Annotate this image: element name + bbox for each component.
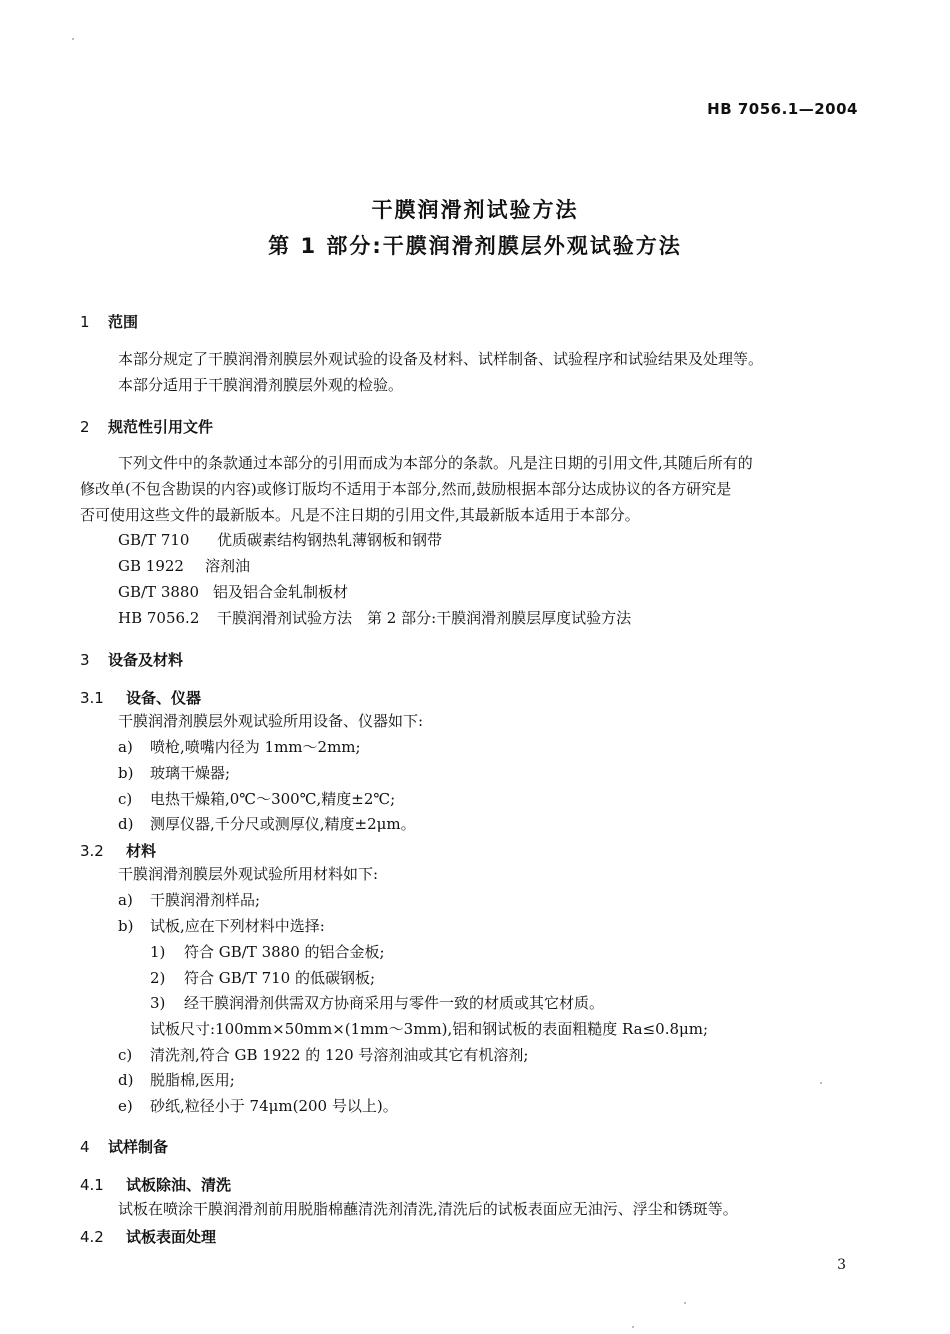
document-title: 干膜润滑剂试验方法 [371,198,579,222]
list-item: b) 玻璃干燥器; [118,764,231,782]
section-3-heading: 3 设备及材料 [80,651,184,669]
page-number: 3 [837,1257,846,1273]
specimen-size: 试板尺寸:100mm×50mm×(1mm～3mm),铝和钢试板的表面粗糙度 Ra≤0.8μm; [150,1020,709,1038]
section-3-1-intro: 干膜润滑剂膜层外观试验所用设备、仪器如下: [118,712,424,730]
list-item: c) 电热干燥箱,0℃～300℃,精度±2℃; [118,790,396,808]
section-4-heading: 4 试样制备 [80,1138,169,1156]
sub-list-item: 2) 符合 GB/T 710 的低碳钢板; [150,969,376,987]
list-item: e) 砂纸,粒径小于 74μm(200 号以上)。 [118,1097,398,1115]
reference-code: GB/T 710 [118,531,190,549]
section-3-2-heading: 3.2 材料 [80,842,157,860]
list-item: d) 脱脂棉,医用; [118,1071,235,1089]
reference-item [118,583,348,602]
section-2-para-line-2: 修改单(不包含勘误的内容)或修订版均不适用于本部分,然而,鼓励根据本部分达成协议的各方研究是 [80,480,732,498]
section-1-para-1: 本部分规定了干膜润滑剂膜层外观试验的设备及材料、试样制备、试验程序和试验结果及处理等。 [118,350,764,368]
list-item: b) 试板,应在下列材料中选择: [118,917,325,935]
section-3-1-heading: 3.1 设备、仪器 [80,689,202,707]
section-3-2-intro: 干膜润滑剂膜层外观试验所用材料如下: [118,865,379,883]
reference-title: 优质碳素结构钢热轧薄钢板和钢带 [217,531,443,549]
list-item: c) 清洗剂,符合 GB 1922 的 120 号溶剂油或其它有机溶剂; [118,1046,529,1064]
reference-code: GB/T 3880 [118,583,200,601]
section-2-para-line-3: 否可使用这些文件的最新版本。凡是不注日期的引用文件,其最新版本适用于本部分。 [80,506,640,524]
sub-list-item: 3) 经干膜润滑剂供需双方协商采用与零件一致的材质或其它材质。 [150,994,605,1012]
reference-code: HB 7056.2 [118,609,200,627]
standard-number: HB 7056.1—2004 [707,100,858,118]
scan-speck [632,1326,634,1328]
reference-title: 溶剂油 [205,557,251,575]
list-item: a) 干膜润滑剂样品; [118,891,261,909]
scan-speck [820,1082,822,1084]
reference-title: 铝及铝合金轧制板材 [213,583,349,601]
document-subtitle: 第 1 部分:干膜润滑剂膜层外观试验方法 [268,234,682,258]
reference-item [118,557,250,576]
list-item: d) 测厚仪器,千分尺或测厚仪,精度±2μm。 [118,815,416,833]
scan-speck [72,38,74,40]
section-2-para-line-1: 下列文件中的条款通过本部分的引用而成为本部分的条款。凡是注日期的引用文件,其随后所有的 [118,454,753,472]
reference-item [118,531,442,550]
reference-code: GB 1922 [118,557,184,575]
section-1-para-2: 本部分适用于干膜润滑剂膜层外观的检验。 [118,376,404,394]
sub-list-item: 1) 符合 GB/T 3880 的铝合金板; [150,943,385,961]
section-2-heading: 2 规范性引用文件 [80,418,214,436]
list-item: a) 喷枪,喷嘴内径为 1mm～2mm; [118,738,361,756]
reference-item [118,609,631,628]
section-4-1-heading: 4.1 试板除油、清洗 [80,1176,232,1194]
scan-speck [684,1302,686,1304]
section-1-heading: 1 范围 [80,313,139,331]
section-4-1-text: 试板在喷涂干膜润滑剂前用脱脂棉蘸清洗剂清洗,清洗后的试板表面应无油污、浮尘和锈斑等。 [118,1200,738,1218]
reference-title: 干膜润滑剂试验方法 第 2 部分:干膜润滑剂膜层厚度试验方法 [217,609,632,627]
section-4-2-heading: 4.2 试板表面处理 [80,1228,217,1246]
